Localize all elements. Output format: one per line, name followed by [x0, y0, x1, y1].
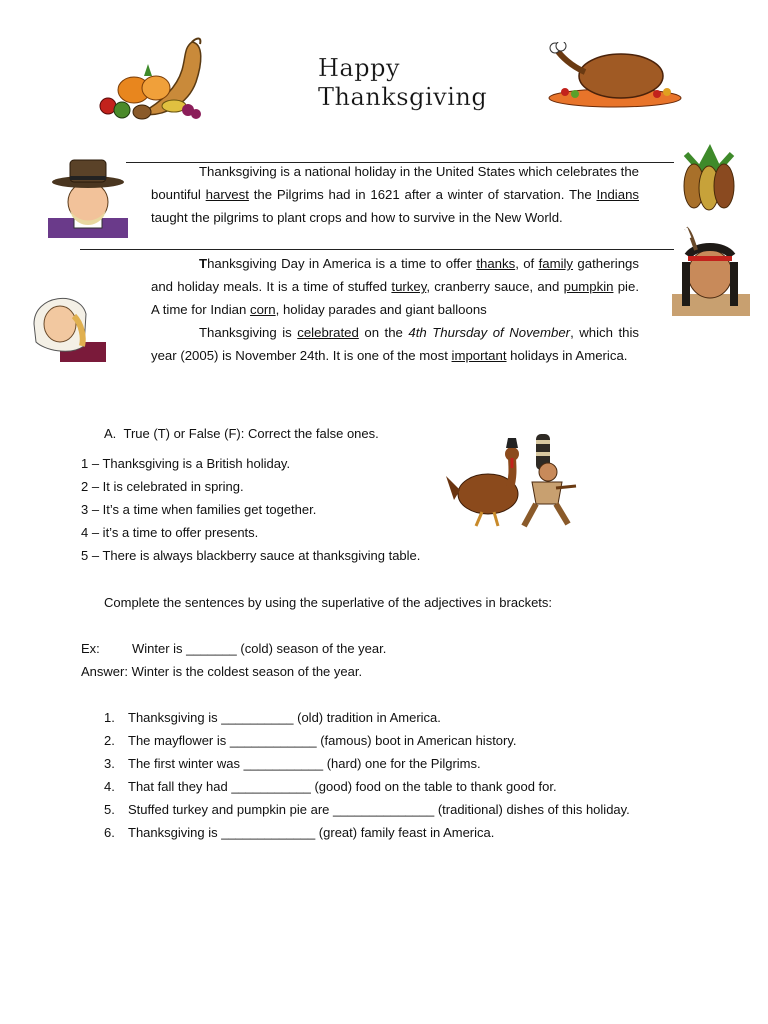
cornucopia-icon [84, 34, 214, 126]
exercise-text: The mayflower is ____________ (famous) boot in American history. [128, 733, 517, 748]
exercise-number: 3. [104, 756, 115, 771]
corn-icon [676, 140, 742, 214]
drop-letter: T [199, 256, 208, 271]
underlined-word: celebrated [297, 325, 359, 340]
exercise-text: Stuffed turkey and pumpkin pie are ______________ (traditional) dishes of this holiday. [128, 802, 630, 817]
exercise-item-5 [104, 801, 630, 819]
text-run: , which this year (2005) is November 24th. It is one of the most [151, 325, 639, 363]
page-title [318, 54, 487, 112]
text-run: the Pilgrims had in 1621 after a winter of starvation. The [248, 187, 597, 202]
exercise-item-1 [104, 709, 441, 727]
true-false-item-5: 5 – There is always blackberry sauce at thanksgiving table. [81, 548, 421, 563]
exercise-number: 5. [104, 802, 115, 817]
exercise-number: 1. [104, 710, 115, 725]
text-run: pie. A time for Indian [151, 279, 639, 317]
roast-turkey-icon [545, 42, 685, 110]
true-false-item-1: 1 – Thanksgiving is a British holiday. [81, 456, 291, 471]
exercise-number: 2. [104, 733, 115, 748]
underlined-word: thanks [476, 256, 516, 271]
title-line-1: Happy [318, 54, 401, 82]
title-line-2: Thanksgiving [318, 83, 488, 111]
exercise-text: Thanksgiving is __________ (old) tradition in America. [128, 710, 441, 725]
underlined-word: important [451, 348, 507, 363]
exercise-item-2 [104, 732, 517, 750]
text-run: taught the pilgrims to plant crops and how to survive in the New World. [151, 210, 563, 225]
exercise-text: Thanksgiving is _____________ (great) family feast in America. [128, 825, 495, 840]
underlined-word: Indians [596, 187, 639, 202]
true-false-heading: A. True (T) or False (F): Correct the false ones. [104, 426, 379, 441]
text-run: , cranberry sauce, and [426, 279, 564, 294]
exercise-number: 6. [104, 825, 115, 840]
true-false-item-2: 2 – It is celebrated in spring. [81, 479, 244, 494]
underlined-word: family [538, 256, 574, 271]
pilgrim-man-icon [44, 158, 130, 238]
italic-date: 4th Thursday of November [408, 325, 571, 340]
underlined-word: pumpkin [563, 279, 614, 294]
text-run: Thanksgiving is a national holiday in the United States which celebrates the bountiful [151, 164, 639, 202]
superlative-heading: Complete the sentences by using the superlative of the adjectives in brackets: [104, 595, 553, 610]
intro-paragraph-3 [151, 321, 639, 367]
example-sentence: Winter is _______ (cold) season of the year. [132, 641, 387, 656]
text-run: , holiday parades and giant balloons [275, 302, 487, 317]
exercise-text: That fall they had ___________ (good) food on the table to thank good for. [128, 779, 557, 794]
intro-paragraph-2 [151, 252, 639, 367]
true-false-item-4: 4 – it’s a time to offer presents. [81, 525, 259, 540]
example-answer: Answer: Winter is the coldest season of the year. [81, 664, 363, 679]
exercise-item-4 [104, 778, 557, 796]
exercise-item-3 [104, 755, 481, 773]
underlined-word: corn [249, 302, 276, 317]
turkey-chase-icon [444, 430, 580, 534]
text-run: hanksgiving Day in America is a time to offer [207, 256, 477, 271]
example-label: Ex: [81, 641, 100, 656]
exercise-item-6 [104, 824, 494, 842]
exercise-number: 4. [104, 779, 115, 794]
text-run: gatherings and holiday meals. It is a time of stuffed [151, 256, 639, 294]
text-run: holidays in America. [506, 348, 628, 363]
text-run: on the [358, 325, 409, 340]
text-run: , of [515, 256, 539, 271]
middle-rule [80, 249, 674, 250]
underlined-word: harvest [205, 187, 249, 202]
intro-paragraph-1 [151, 160, 639, 229]
exercise-text: The first winter was ___________ (hard) one for the Pilgrims. [128, 756, 481, 771]
underlined-word: turkey [391, 279, 427, 294]
pilgrim-woman-icon [30, 284, 106, 362]
text-run: Thanksgiving is [199, 325, 298, 340]
true-false-item-3: 3 – It’s a time when families get together. [81, 502, 317, 517]
native-man-icon [672, 226, 750, 316]
